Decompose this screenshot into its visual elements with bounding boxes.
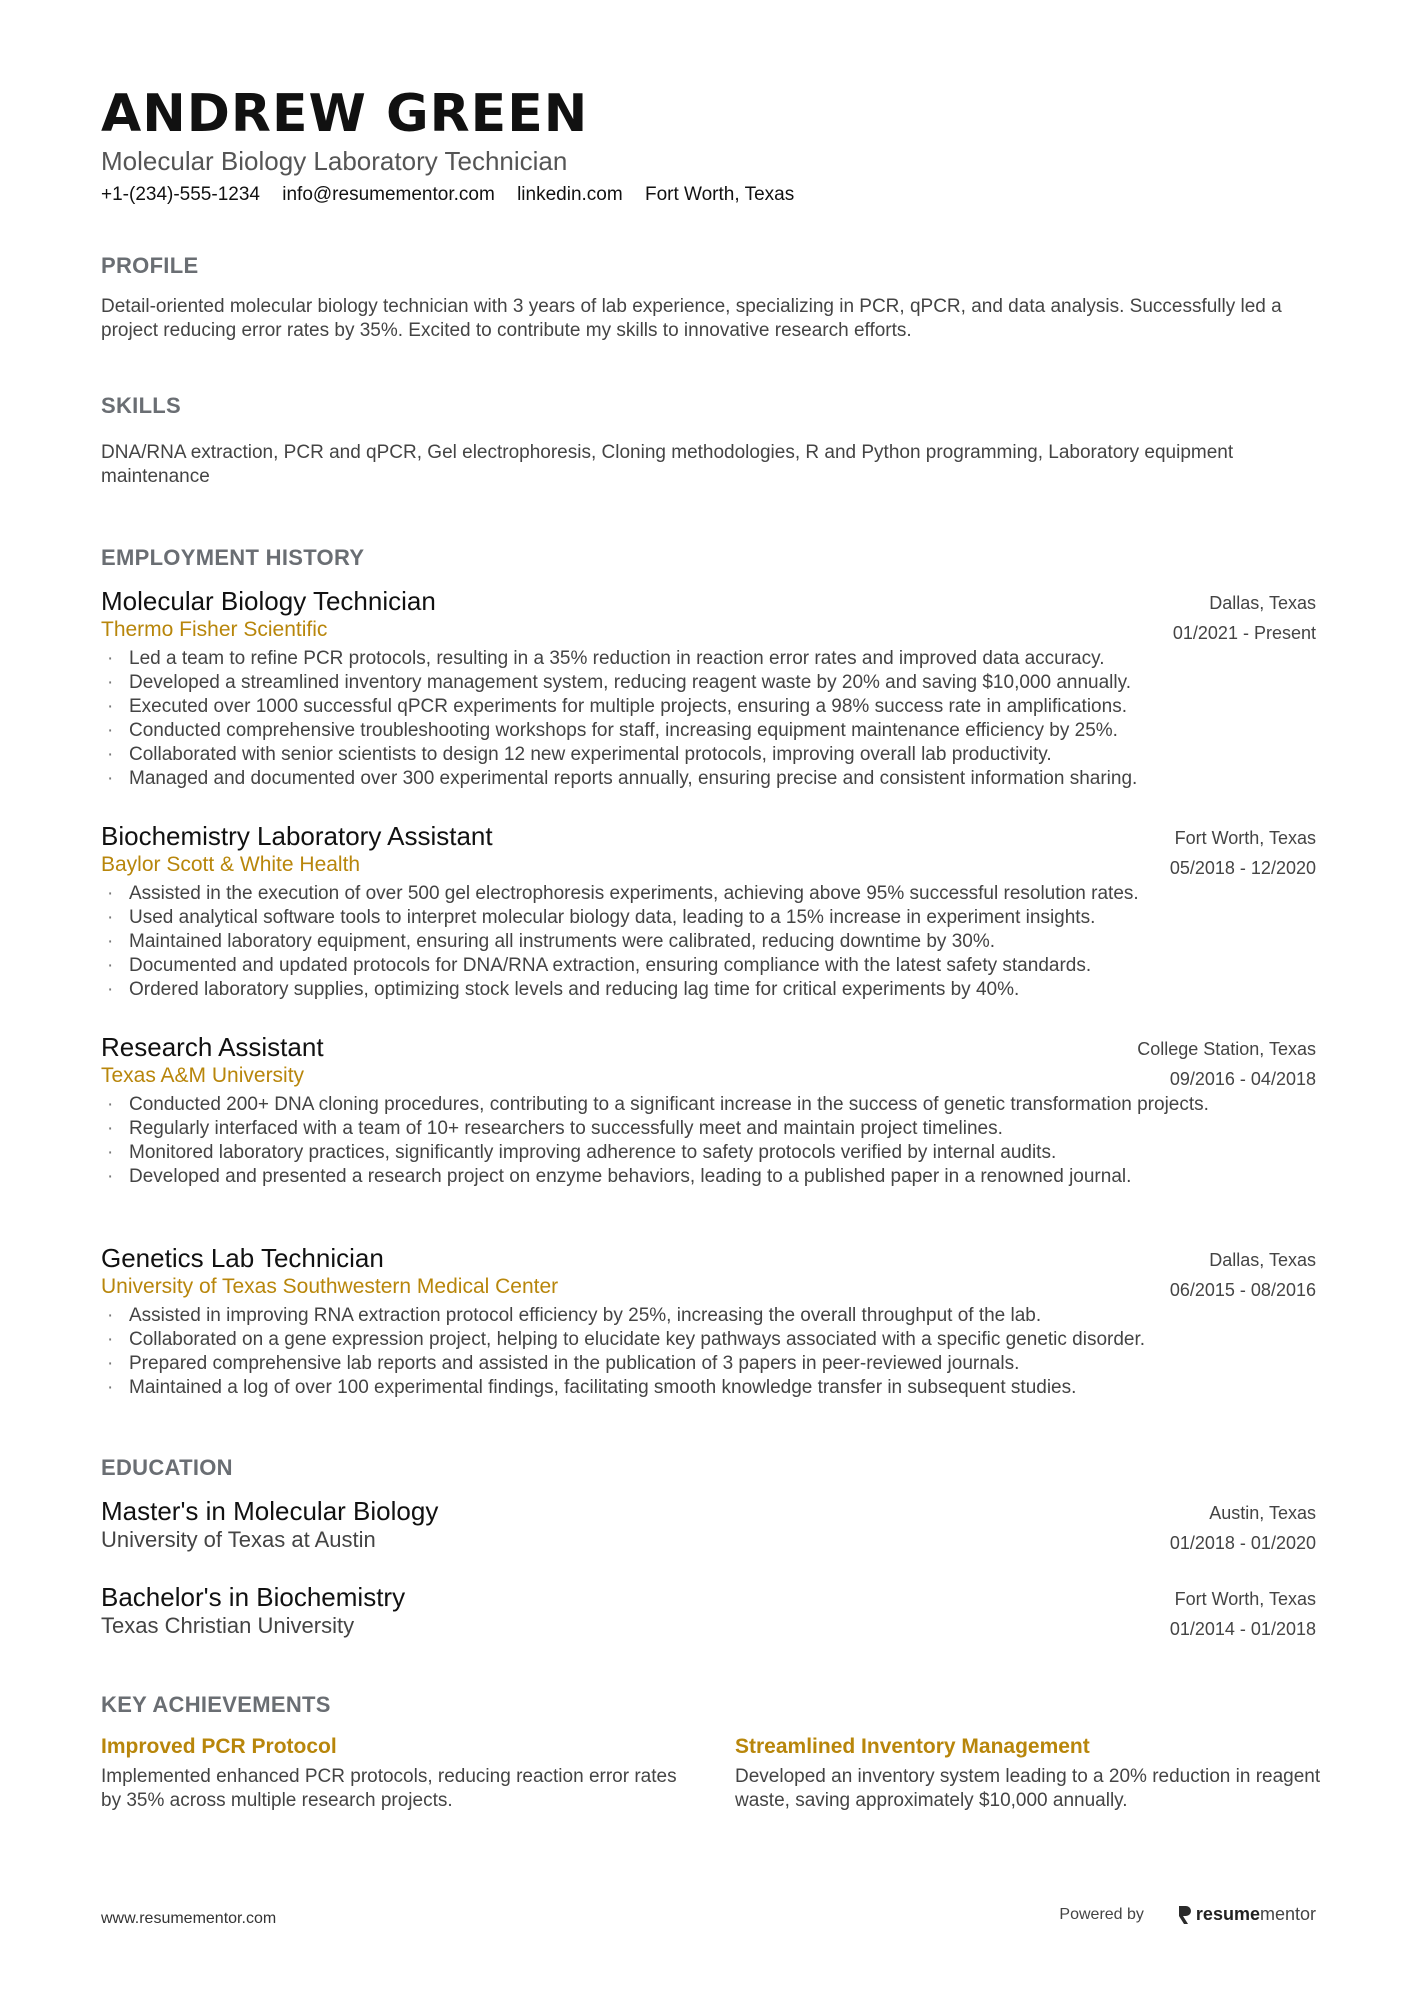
job-bullet: · Prepared comprehensive lab reports and assisted in the publication of 3 papers in peer-reviewed journals. [101,1352,1316,1376]
skills-heading: SKILLS [101,393,182,418]
job-company: University of Texas Southwestern Medical Center [101,1275,559,1298]
job-bullet: · Assisted in the execution of over 500 gel electrophoresis experiments, achieving above 95% successful resolution rates. [101,882,1316,906]
job-bullet: · Led a team to refine PCR protocols, resulting in a 35% reduction in reaction error rates and improved data accuracy. [101,647,1316,671]
job-bullet: · Regularly interfaced with a team of 10+ researchers to successfully meet and maintain project timelines. [101,1117,1316,1141]
job-entry [101,821,1316,1002]
job-bullets [101,647,1316,791]
job-bullets [101,1304,1316,1400]
education-location: Fort Worth, Texas [1174,1589,1316,1609]
job-title: Research Assistant [101,1032,324,1062]
education-dates: 01/2014 - 01/2018 [1169,1619,1316,1639]
candidate-name: ANDREW GREEN [101,84,589,144]
job-title: Genetics Lab Technician [101,1243,384,1273]
job-bullet: · Collaborated on a gene expression project, helping to elucidate key pathways associated with a specific genetic disorder. [101,1328,1316,1352]
education-entry [101,1496,1316,1555]
education-degree: Bachelor's in Biochemistry [101,1582,406,1612]
job-company: Texas A&M University [101,1064,305,1087]
job-entry [101,1243,1316,1400]
education-school: Texas Christian University [101,1613,355,1638]
contact-linkedin[interactable]: linkedin.com [517,184,623,205]
resumementor-logo-icon [1176,1905,1192,1925]
job-bullet: · Used analytical software tools to interpret molecular biology data, leading to a 15% increase in experiment insights. [101,906,1316,930]
job-bullet: · Monitored laboratory practices, significantly improving adherence to safety protocols verified by internal audits. [101,1141,1316,1165]
education-school: University of Texas at Austin [101,1527,376,1552]
achievement-text: Developed an inventory system leading to a 20% reduction in reagent waste, saving approximately $10,000 annually. [735,1766,1321,1811]
resumementor-logo-text [1196,1904,1316,1925]
job-bullets [101,1093,1316,1189]
contact-location: Fort Worth, Texas [644,184,795,205]
contact-line [101,183,811,207]
job-dates: 01/2021 - Present [1172,623,1316,643]
brand-bold: resume [1195,1904,1260,1924]
job-bullet: · Managed and documented over 300 experimental reports annually, ensuring precise and consistent information sharing. [101,767,1316,791]
education-degree: Master's in Molecular Biology [101,1496,439,1526]
contact-phone: +1-(234)-555-1234 [101,184,260,205]
job-bullet: · Maintained laboratory equipment, ensuring all instruments were calibrated, reducing downtime by 30%. [101,930,1316,954]
achievements-heading: KEY ACHIEVEMENTS [101,1692,331,1717]
job-bullets [101,882,1316,1002]
candidate-title: Molecular Biology Laboratory Technician [101,146,568,176]
job-bullet: · Assisted in improving RNA extraction protocol efficiency by 25%, increasing the overall throughput of the lab. [101,1304,1316,1328]
job-company: Baylor Scott & White Health [101,853,361,876]
job-location: Dallas, Texas [1209,1250,1316,1270]
employment-heading: EMPLOYMENT HISTORY [101,545,365,570]
job-bullet: · Maintained a log of over 100 experimental findings, facilitating smooth knowledge transfer in subsequent studies. [101,1376,1316,1400]
job-bullet: · Conducted comprehensive troubleshooting workshops for staff, increasing equipment maintenance efficiency by 25%. [101,719,1316,743]
education-entry [101,1582,1316,1641]
job-bullet: · Developed and presented a research project on enzyme behaviors, leading to a published paper in a renowned journal. [101,1165,1316,1189]
footer-url[interactable]: www.resumementor.com [101,1910,277,1927]
job-bullet: · Ordered laboratory supplies, optimizing stock levels and reducing lag time for critical experiments by 40%. [101,978,1316,1002]
job-dates: 06/2015 - 08/2016 [1169,1280,1316,1300]
achievement-item [735,1733,1335,1813]
job-entry [101,586,1316,791]
education-location: Austin, Texas [1209,1503,1316,1523]
profile-text: Detail-oriented molecular biology technician with 3 years of lab experience, specializing in PCR, qPCR, and data analysis. Successfully led a project reducing error rates by 35%. Excited to contribute my skills to innovative research efforts. [101,296,1282,341]
job-bullet: · Collaborated with senior scientists to design 12 new experimental protocols, improving overall lab productivity. [101,743,1316,767]
job-bullet: · Developed a streamlined inventory management system, reducing reagent waste by 20% and saving $10,000 annually. [101,671,1316,695]
contact-email[interactable]: info@resumementor.com [282,184,495,205]
job-entry [101,1032,1316,1189]
job-dates: 09/2016 - 04/2018 [1169,1069,1316,1089]
education-dates: 01/2018 - 01/2020 [1169,1533,1316,1553]
achievement-title: Streamlined Inventory Management [735,1735,1090,1758]
education-heading: EDUCATION [101,1455,233,1480]
job-location: College Station, Texas [1137,1039,1316,1059]
job-company: Thermo Fisher Scientific [101,618,328,641]
powered-by-label: Powered by [1059,1905,1144,1923]
achievement-item [101,1733,701,1813]
brand-light: mentor [1259,1904,1316,1924]
job-title: Molecular Biology Technician [101,586,436,616]
job-location: Dallas, Texas [1209,593,1316,613]
skills-text: DNA/RNA extraction, PCR and qPCR, Gel electrophoresis, Cloning methodologies, R and Python programming, Laboratory equipment maintenance [101,442,1234,487]
achievement-title: Improved PCR Protocol [101,1735,337,1758]
job-title: Biochemistry Laboratory Assistant [101,821,493,851]
achievement-text: Implemented enhanced PCR protocols, reducing reaction error rates by 35% across multiple research projects. [101,1766,677,1811]
job-bullet: · Documented and updated protocols for DNA/RNA extraction, ensuring compliance with the latest safety standards. [101,954,1316,978]
job-bullet: · Conducted 200+ DNA cloning procedures, contributing to a significant increase in the success of genetic transformation projects. [101,1093,1316,1117]
profile-heading: PROFILE [101,253,199,278]
job-dates: 05/2018 - 12/2020 [1169,858,1316,878]
job-bullet: · Executed over 1000 successful qPCR experiments for multiple projects, ensuring a 98% success rate in amplifications. [101,695,1316,719]
footer-brand[interactable] [1059,1904,1316,1925]
job-location: Fort Worth, Texas [1174,828,1316,848]
